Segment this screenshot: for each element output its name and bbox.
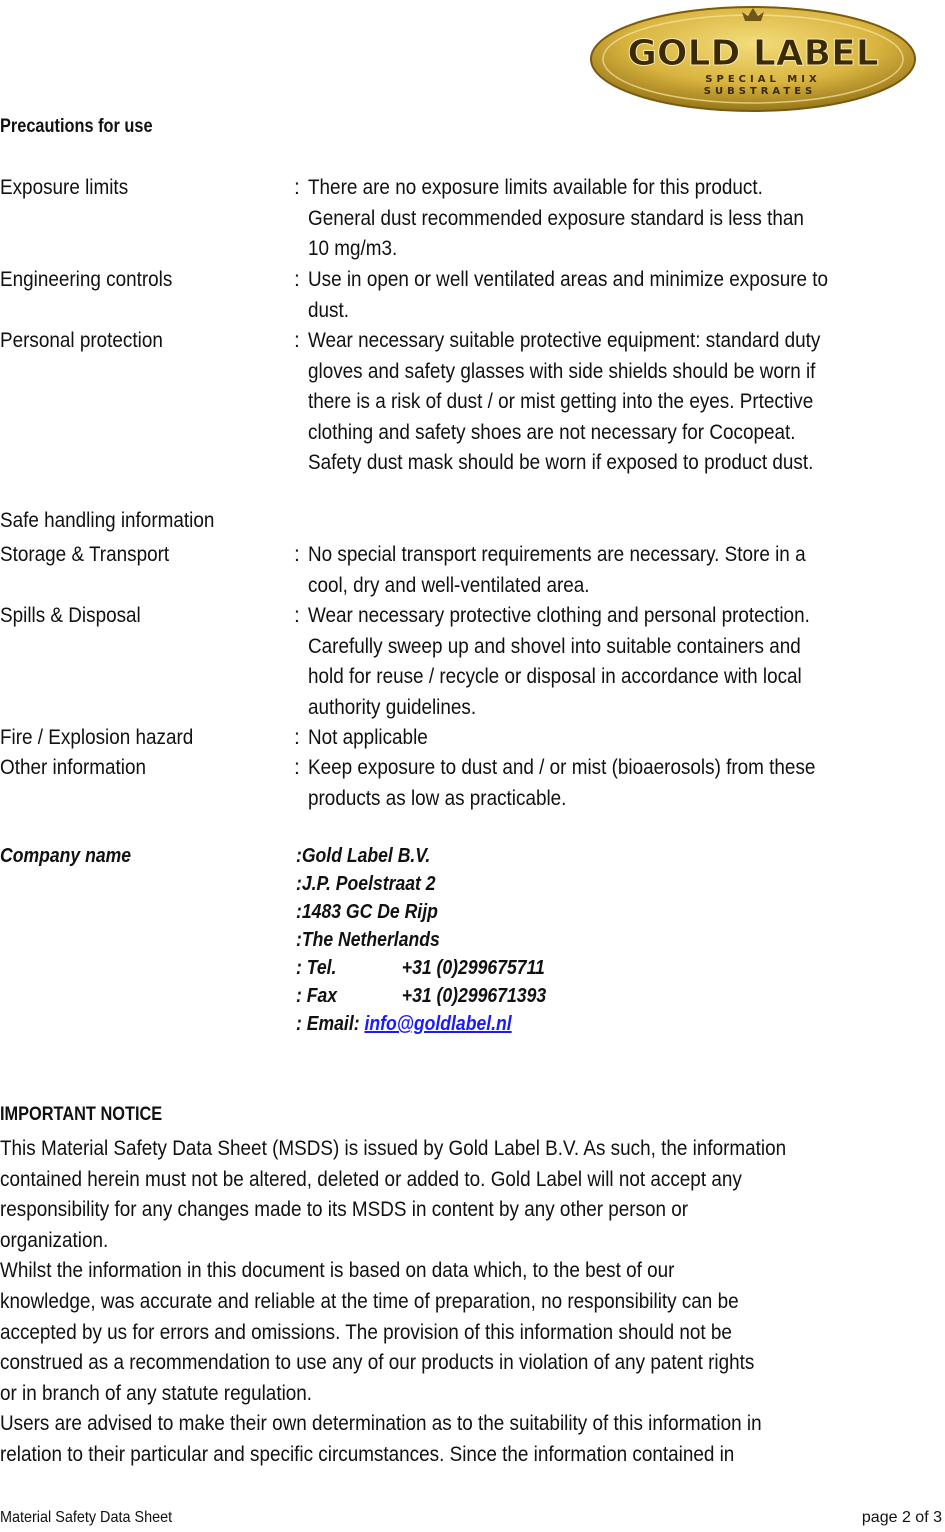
row-label: Spills & Disposal bbox=[0, 604, 141, 627]
row-label: Storage & Transport bbox=[0, 543, 170, 566]
notice-title: IMPORTANT NOTICE bbox=[0, 1104, 163, 1125]
logo-tagline-1: SPECIAL MIX bbox=[705, 74, 821, 85]
logo-brand-text: GOLD LABEL bbox=[627, 33, 879, 74]
row-label: Engineering controls bbox=[0, 268, 173, 291]
company-fax: : Fax +31 (0)299671393 bbox=[296, 985, 547, 1007]
company-street: :J.P. Poelstraat 2 bbox=[296, 873, 436, 895]
company-email: : Email: info@goldlabel.nl bbox=[296, 1013, 512, 1035]
footer-page-number: page 2 of 3 bbox=[861, 1509, 942, 1526]
company-tel: : Tel. +31 (0)299675711 bbox=[296, 957, 545, 979]
section-title: Precautions for use bbox=[0, 116, 153, 137]
notice-body: This Material Safety Data Sheet (MSDS) is issued by Gold Label B.V. As such, the information contained herein must not be altered, deleted or added to. Gold Label will not accept any responsibility for any changes made to its MSDS in content by any other person or organization. Whilst the information in this document is based on data which, to the best of our knowledge, was accurate and reliable at the time of preparation, no responsibility can be accepted by us for errors and omissions. The provision of this information should not be construed as a recommendation to use any of our products in violation of any patent rights or in branch of any statute regulation. Users are advised to make their own determination as to the suitability of this information in relation to their particular and specific circumstances. Since the information contained in bbox=[0, 1137, 787, 1466]
row-value: No special transport requirements are necessary. Store in a cool, dry and well-ventilated area. bbox=[308, 543, 806, 597]
row-value: There are no exposure limits available for this product. General dust recommended exposure standard is less than 10 mg/m3. bbox=[308, 176, 804, 261]
company-label: Company name bbox=[0, 845, 132, 867]
company-country: :The Netherlands bbox=[296, 929, 440, 951]
gold-label-logo bbox=[588, 2, 918, 112]
row-label: Personal protection bbox=[0, 329, 163, 352]
row-label: Other information bbox=[0, 756, 147, 779]
row-value: Wear necessary protective clothing and personal protection. Carefully sweep up and shovel into suitable containers and hold for reuse / recycle or disposal in accordance with local authority guidelines. bbox=[308, 604, 810, 719]
footer-document-title: Material Safety Data Sheet bbox=[0, 1509, 173, 1526]
company-city: :1483 GC De Rijp bbox=[296, 901, 438, 923]
row-value: Not applicable bbox=[308, 726, 428, 749]
company-name: :Gold Label B.V. bbox=[296, 845, 431, 867]
row-value: Wear necessary suitable protective equipment: standard duty gloves and safety glasses with side shields should be worn if there is a risk of dust / or mist getting into the eyes. Prtective clothing and safety shoes are not necessary for Cocopeat. Safety dust mask should be worn if exposed to product dust. bbox=[308, 329, 821, 475]
row-value: Use in open or well ventilated areas and minimize exposure to dust. bbox=[308, 268, 829, 322]
email-link[interactable]: info@goldlabel.nl bbox=[364, 1013, 512, 1035]
row-value: Keep exposure to dust and / or mist (bioaerosols) from these products as low as practicable. bbox=[308, 756, 816, 810]
row-label: Fire / Explosion hazard bbox=[0, 726, 194, 749]
safe-handling-title: Safe handling information bbox=[0, 509, 215, 532]
logo-tagline-2: SUBSTRATES bbox=[703, 86, 817, 97]
row-label: Exposure limits bbox=[0, 176, 129, 199]
